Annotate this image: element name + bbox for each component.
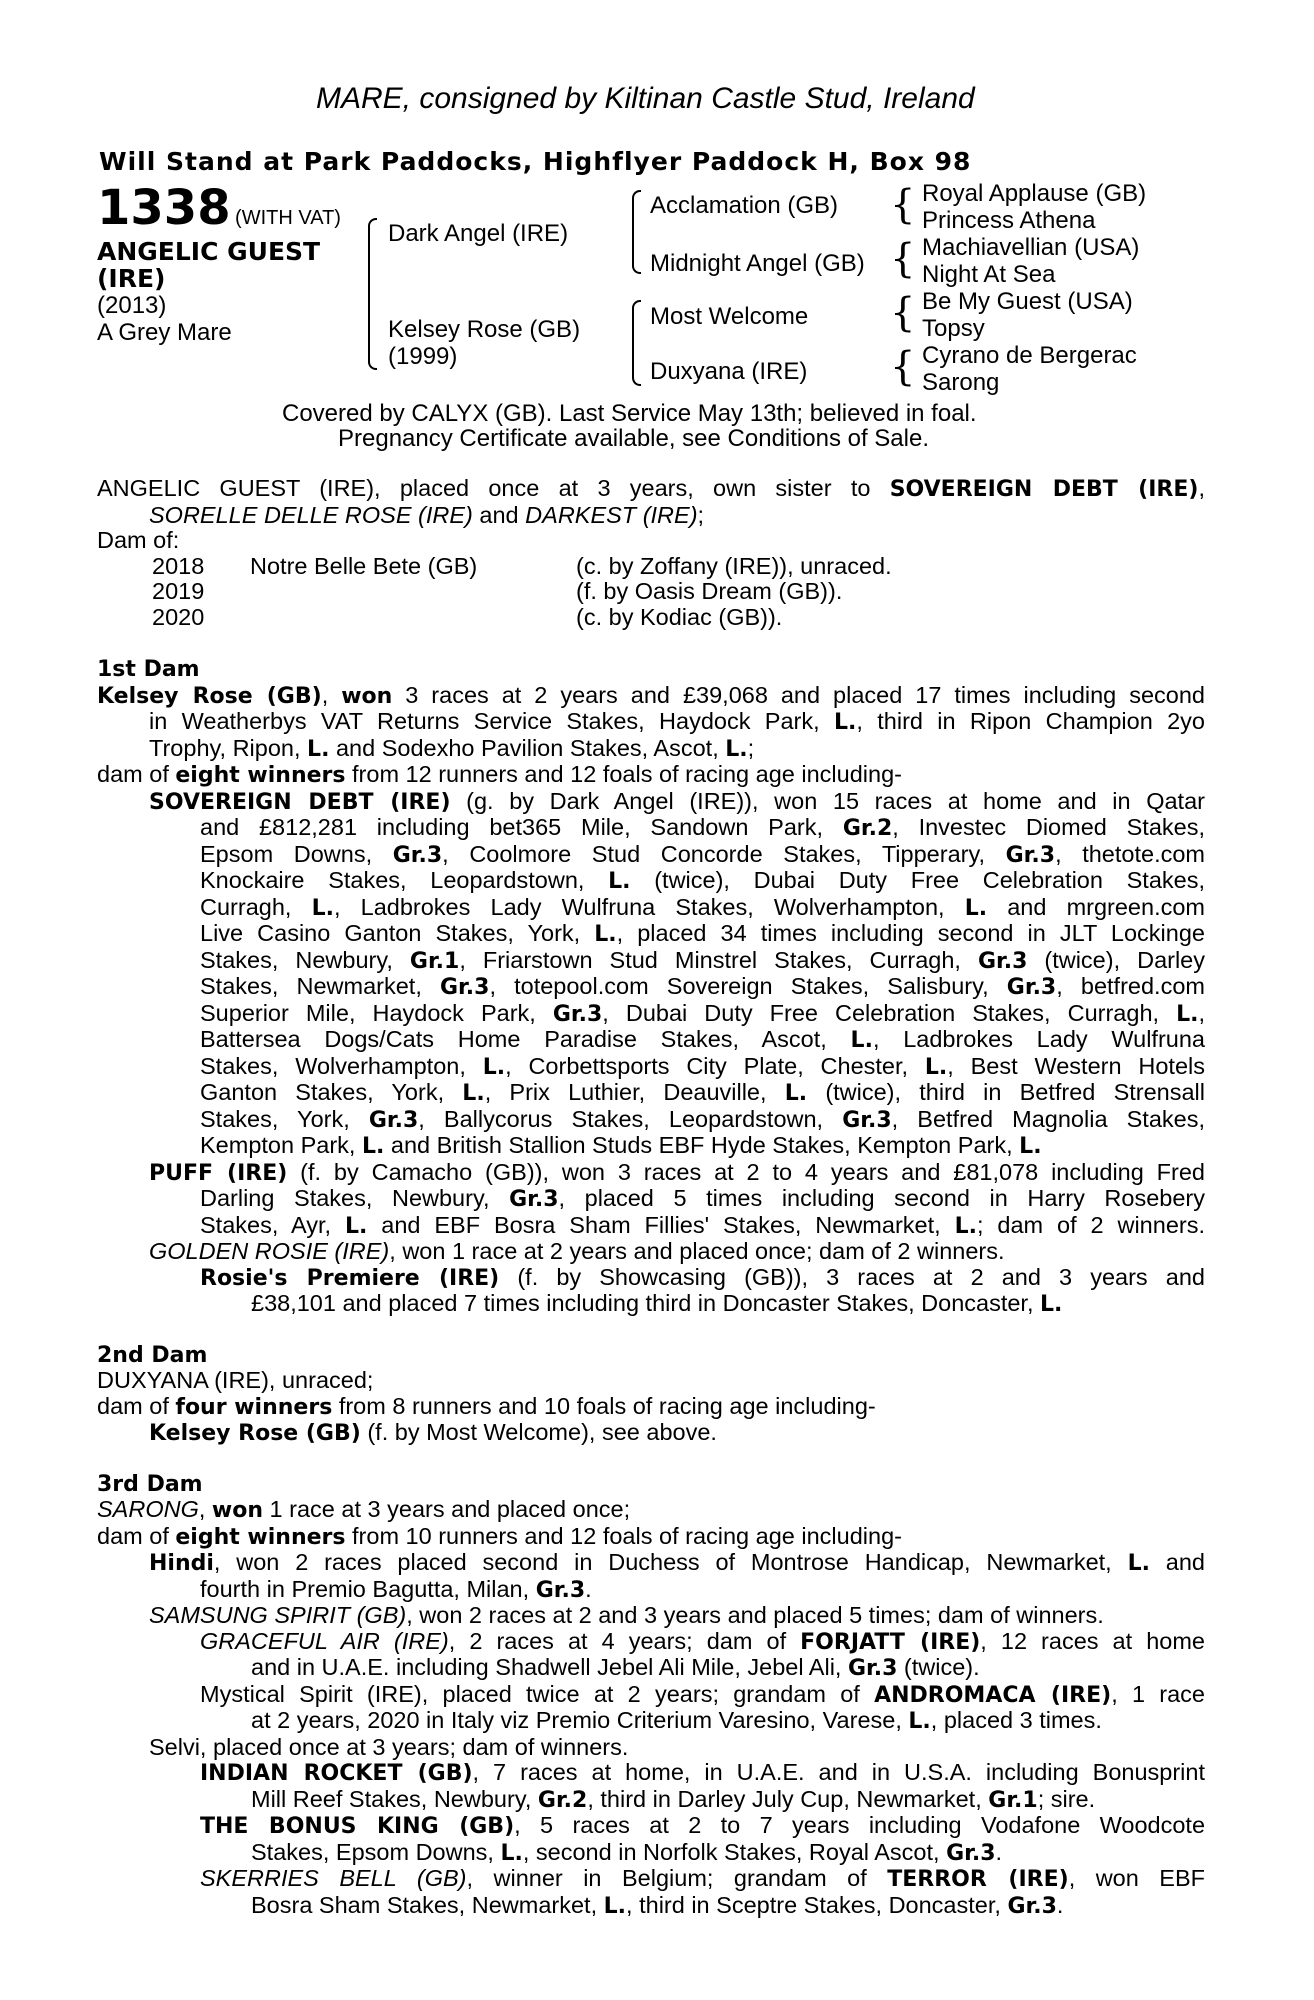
pedigree-dam-sire: Most Welcome [650, 303, 809, 330]
pedigree-sire-sire: Acclamation (GB) [650, 192, 839, 219]
horse-description: A Grey Mare [97, 319, 232, 346]
intro-line: ANGELIC GUEST (IRE), placed once at 3 years, own sister to SOVEREIGN DEBT (IRE), [97, 475, 1205, 502]
pedigree-bracket-dam [632, 300, 641, 386]
horse-name-country: (IRE) [97, 264, 166, 293]
family-line: Stakes, Newmarket, Gr.3, totepool.com Sovereign Stakes, Salisbury, Gr.3, betfred.com [200, 973, 1205, 1000]
family-line: SKERRIES BELL (GB), winner in Belgium; grandam of TERROR (IRE), won EBF [200, 1865, 1206, 1892]
family-line: dam of eight winners from 12 runners and 12 foals of racing age including- [97, 761, 902, 788]
pedigree-sd-sire: Machiavellian (USA) [922, 234, 1140, 261]
section-heading-2nd-dam: 2nd Dam [97, 1342, 208, 1368]
pedigree-brace-4: { [890, 344, 916, 390]
pedigree-bracket-sire [632, 190, 641, 274]
pedigree-ds-dam: Topsy [922, 315, 985, 342]
family-line: Stakes, Wolverhampton, L., Corbettsports City Plate, Chester, L., Best Western Hotels [200, 1052, 1205, 1080]
family-line: fourth in Premio Bagutta, Milan, Gr.3. [200, 1575, 592, 1603]
horse-name: ANGELIC GUEST [97, 237, 321, 266]
family-line: Curragh, L., Ladbrokes Lady Wulfruna Stakes, Wolverhampton, L. and mrgreen.com [200, 893, 1205, 921]
family-line: Stakes, York, Gr.3, Ballycorus Stakes, Leopardstown, Gr.3, Betfred Magnolia Stakes, [200, 1105, 1205, 1133]
family-line: and in U.A.E. including Shadwell Jebel Ali Mile, Jebel Ali, Gr.3 (twice). [251, 1654, 980, 1681]
pedigree-sire: Dark Angel (IRE) [388, 220, 569, 247]
family-line: Selvi, placed once at 3 years; dam of winners. [149, 1733, 629, 1760]
family-line: Kelsey Rose (GB) (f. by Most Welcome), see above. [149, 1419, 717, 1446]
family-line: £38,101 and placed 7 times including third in Doncaster Stakes, Doncaster, L. [251, 1290, 1063, 1317]
pedigree-sd-dam: Night At Sea [922, 261, 1056, 288]
dam-of-label: Dam of: [97, 527, 180, 553]
pedigree-dam-dam: Duxyana (IRE) [650, 358, 808, 385]
family-line: GRACEFUL AIR (IRE), 2 races at 4 years; dam of FORJATT (IRE), 12 races at home [200, 1627, 1205, 1655]
family-line: dam of eight winners from 10 runners and 12 foals of racing age including- [97, 1522, 902, 1550]
family-line: Epsom Downs, Gr.3, Coolmore Stud Concorde Stakes, Tipperary, Gr.3, thetote.com [200, 840, 1205, 868]
pregnancy-note: Pregnancy Certificate available, see Conditions of Sale. [338, 425, 929, 452]
pedigree-sire-dam: Midnight Angel (GB) [650, 250, 865, 277]
family-line: INDIAN ROCKET (GB), 7 races at home, in U.A.E. and in U.S.A. including Bonusprint [200, 1759, 1205, 1786]
family-line: in Weatherbys VAT Returns Service Stakes, Haydock Park, L., third in Ripon Champion 2yo [149, 708, 1205, 735]
family-line: at 2 years, 2020 in Italy viz Premio Criterium Varesino, Varese, L., placed 3 times. [251, 1707, 1102, 1734]
family-line: Kempton Park, L. and British Stallion Studs EBF Hyde Stakes, Kempton Park, L. [200, 1132, 1042, 1159]
family-line: dam of four winners from 8 runners and 10 foals of racing age including- [97, 1392, 876, 1420]
pedigree-brace-3: { [890, 290, 916, 336]
lot-number-block [97, 180, 341, 236]
family-line: GOLDEN ROSIE (IRE), won 1 race at 2 years and placed once; dam of 2 winners. [149, 1238, 1005, 1264]
family-line: Rosie's Premiere (IRE) (f. by Showcasing (GB)), 3 races at 2 and 3 years and [200, 1263, 1205, 1291]
pedigree-dd-sire: Cyrano de Bergerac [922, 342, 1137, 369]
stand-location: Will Stand at Park Paddocks, Highflyer Paddock H, Box 98 [99, 147, 972, 176]
foaling-year: (2013) [97, 292, 167, 319]
lot-number: 1338 [97, 180, 231, 236]
family-line: Battersea Dogs/Cats Home Paradise Stakes, Ascot, L., Ladbrokes Lady Wulfruna [200, 1026, 1205, 1053]
pedigree-ss-dam: Princess Athena [922, 207, 1096, 234]
family-line: THE BONUS KING (GB), 5 races at 2 to 7 years including Vodafone Woodcote [200, 1812, 1206, 1839]
pedigree-brace-2: { [890, 236, 916, 282]
pedigree-ss-sire: Royal Applause (GB) [922, 180, 1147, 207]
family-line: Darling Stakes, Newbury, Gr.3, placed 5 times including second in Harry Rosebery [200, 1185, 1205, 1212]
family-line: DUXYANA (IRE), unraced; [97, 1367, 374, 1393]
progeny-row: 2019 (f. by Oasis Dream (GB)). [152, 578, 843, 604]
intro-line: SORELLE DELLE ROSE (IRE) and DARKEST (IRE); [149, 501, 705, 528]
family-line: Trophy, Ripon, L. and Sodexho Pavilion Stakes, Ascot, L.; [149, 734, 755, 762]
section-heading-3rd-dam: 3rd Dam [97, 1471, 203, 1497]
progeny-row: 2018 Notre Belle Bete (GB) (c. by Zoffany (IRE)), unraced. [152, 552, 892, 579]
consignor-header: MARE, consigned by Kiltinan Castle Stud, Ireland [316, 82, 975, 115]
section-heading-1st-dam: 1st Dam [97, 657, 200, 682]
family-line: Bosra Sham Stakes, Newmarket, L., third in Sceptre Stakes, Doncaster, Gr.3. [251, 1891, 1064, 1919]
family-line: Kelsey Rose (GB), won 3 races at 2 years and £39,068 and placed 17 times including second [97, 681, 1205, 709]
family-line: Stakes, Ayr, L. and EBF Bosra Sham Fillies' Stakes, Newmarket, L.; dam of 2 winners. [200, 1211, 1205, 1239]
family-line: Knockaire Stakes, Leopardstown, L. (twice), Dubai Duty Free Celebration Stakes, [200, 867, 1205, 894]
family-line: Mystical Spirit (IRE), placed twice at 2 years; grandam of ANDROMACA (IRE), 1 race [200, 1680, 1206, 1708]
family-line: and £812,281 including bet365 Mile, Sandown Park, Gr.2, Investec Diomed Stakes, [200, 814, 1205, 841]
family-line: Live Casino Ganton Stakes, York, L., placed 34 times including second in JLT Lockinge [200, 920, 1205, 947]
family-line: SARONG, won 1 race at 3 years and placed once; [97, 1496, 631, 1523]
family-line: SAMSUNG SPIRIT (GB), won 2 races at 2 and 3 years and placed 5 times; dam of winners. [149, 1602, 1104, 1628]
family-line: Superior Mile, Haydock Park, Gr.3, Dubai Duty Free Celebration Stakes, Curragh, L., [200, 999, 1205, 1027]
family-line: Mill Reef Stakes, Newbury, Gr.2, third in Darley July Cup, Newmarket, Gr.1; sire. [251, 1785, 1096, 1813]
vat-label: (WITH VAT) [235, 207, 341, 229]
catalogue-body [97, 476, 1205, 1919]
pedigree-brace-1: { [890, 182, 916, 228]
pedigree-dam: Kelsey Rose (GB) [388, 316, 581, 343]
family-line: Hindi, won 2 races placed second in Duchess of Montrose Handicap, Newmarket, L. and [149, 1549, 1205, 1576]
covering-note: Covered by CALYX (GB). Last Service May 13th; believed in foal. [282, 400, 977, 427]
family-line: Stakes, Newbury, Gr.1, Friarstown Stud Minstrel Stakes, Curragh, Gr.3 (twice), Darley [200, 946, 1205, 974]
family-line: PUFF (IRE) (f. by Camacho (GB)), won 3 races at 2 to 4 years and £81,078 including Fred [149, 1158, 1206, 1186]
pedigree-ds-sire: Be My Guest (USA) [922, 288, 1133, 315]
family-line: Stakes, Epsom Downs, L., second in Norfolk Stakes, Royal Ascot, Gr.3. [251, 1838, 1003, 1866]
pedigree-bracket-gen1 [368, 218, 377, 370]
pedigree-dam-year: (1999) [388, 343, 458, 370]
family-line: SOVEREIGN DEBT (IRE) (g. by Dark Angel (IRE)), won 15 races at home and in Qatar [149, 787, 1205, 815]
progeny-row: 2020 (c. by Kodiac (GB)). [152, 603, 783, 630]
family-line: Ganton Stakes, York, L., Prix Luthier, Deauville, L. (twice), third in Betfred Strensall [200, 1079, 1205, 1106]
pedigree-dd-dam: Sarong [922, 369, 1000, 396]
